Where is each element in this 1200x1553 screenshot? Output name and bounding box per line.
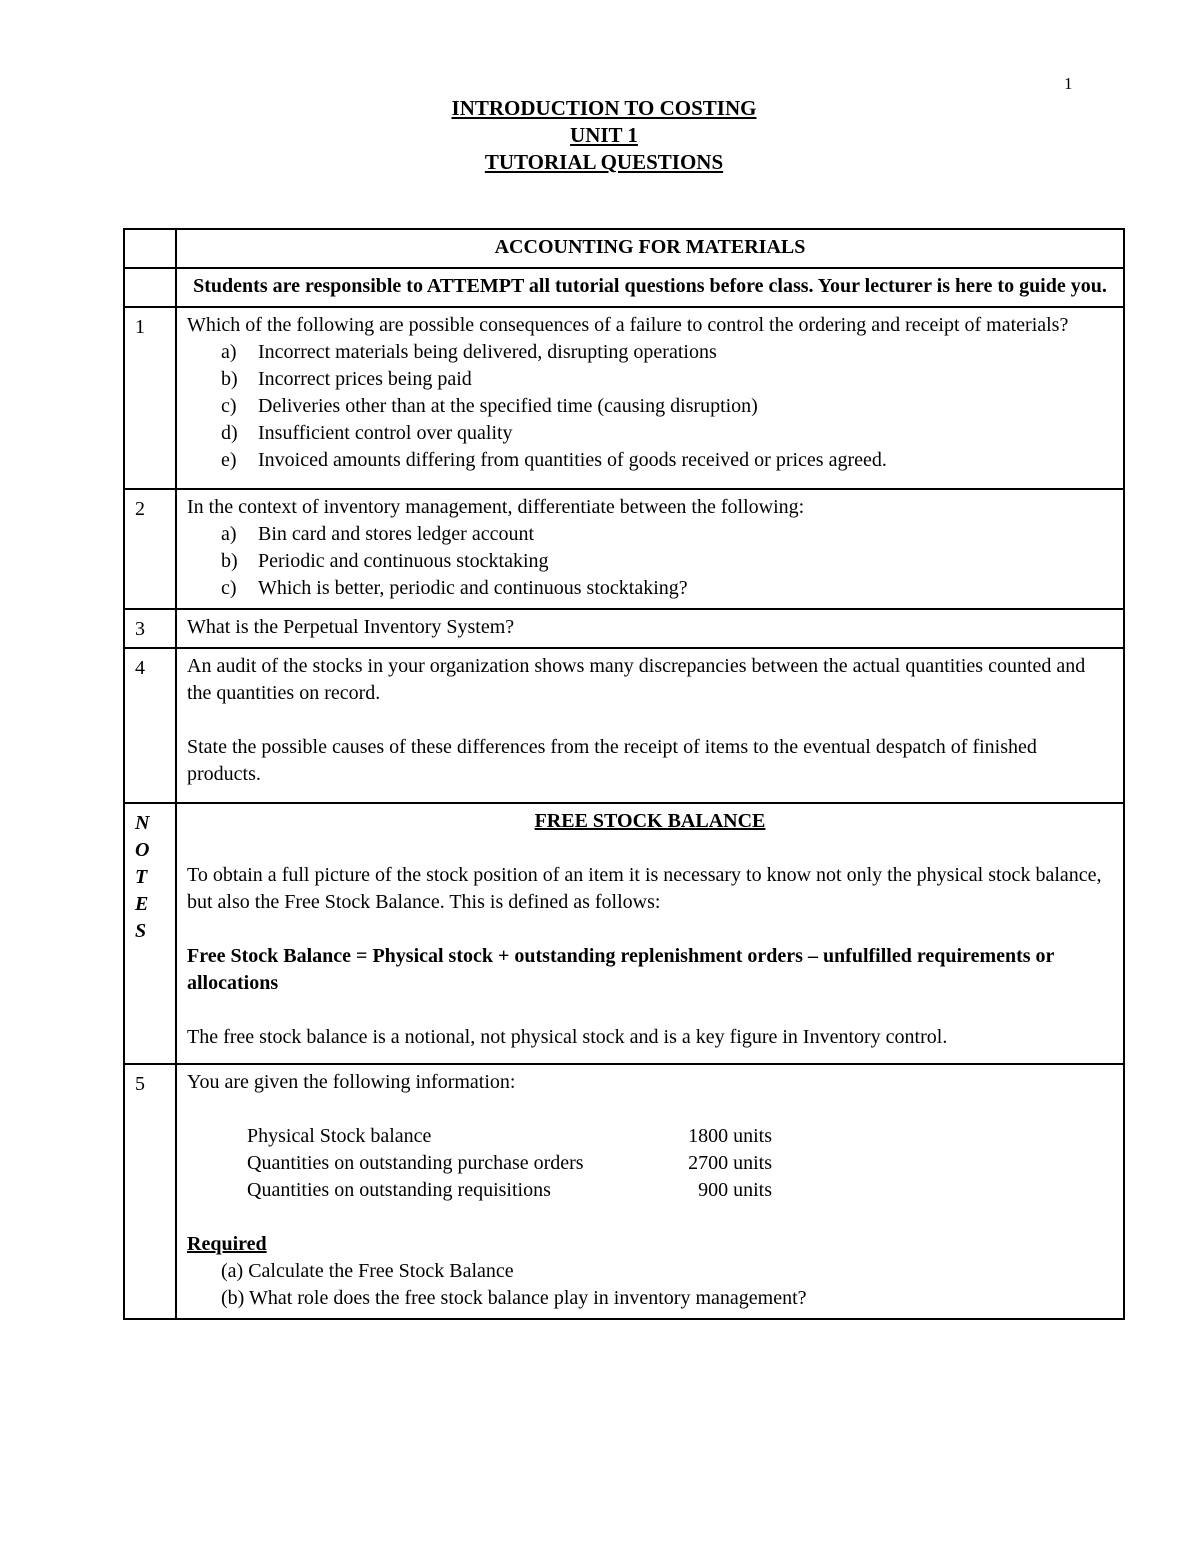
number-cell: [124, 229, 176, 268]
table-row: [124, 229, 1124, 268]
list-item: [221, 420, 1113, 447]
notes-paragraph: The free stock balance is a notional, not physical stock and is a key figure in Inventory control.: [187, 1026, 948, 1048]
info-table: [247, 1123, 772, 1204]
table-row: [247, 1123, 772, 1150]
question-row-2: [124, 489, 1124, 609]
formula-text: Free Stock Balance = Physical stock + outstanding replenishment orders – unfulfilled requirements or allocations: [187, 945, 1055, 994]
document-titles: [0, 95, 1200, 176]
section-heading: ACCOUNTING FOR MATERIALS: [176, 229, 1124, 268]
question-row-4: [124, 648, 1124, 803]
notes-row: [124, 803, 1124, 1064]
item-mark: e): [221, 449, 237, 471]
info-value: 900 units: [698, 1179, 772, 1201]
question-number: 4: [124, 648, 176, 803]
course-title: INTRODUCTION TO COSTING: [451, 96, 757, 120]
item-mark: b): [221, 368, 238, 390]
number-cell: [124, 268, 176, 307]
question-text: Which of the following are possible consequences of a failure to control the ordering and receipt of materials?: [187, 314, 1069, 336]
question-row-3: [124, 609, 1124, 648]
question-content: [176, 648, 1124, 803]
question-paragraph: State the possible causes of these differences from the receipt of items to the eventual despatch of finished products.: [187, 736, 1037, 785]
notes-letter: O: [135, 839, 150, 861]
question-number: 5: [124, 1064, 176, 1319]
list-item: [221, 575, 1113, 602]
info-value: 2700 units: [688, 1152, 772, 1174]
question-text: You are given the following information:: [187, 1071, 516, 1093]
option-list: [187, 339, 1113, 474]
item-text: Which is better, periodic and continuous stocktaking?: [258, 577, 688, 599]
list-item: [221, 339, 1113, 366]
notes-letter: S: [135, 920, 147, 942]
item-mark: b): [221, 550, 238, 572]
question-text: What is the Perpetual Inventory System?: [176, 609, 1124, 648]
info-label: Quantities on outstanding purchase orders: [247, 1152, 584, 1174]
info-label: Quantities on outstanding requisitions: [247, 1179, 551, 1201]
notes-heading: FREE STOCK BALANCE: [534, 810, 766, 832]
question-number: 1: [124, 307, 176, 489]
item-mark: c): [221, 577, 237, 599]
question-number: 2: [124, 489, 176, 609]
question-row-5: [124, 1064, 1124, 1319]
spacer: [187, 1096, 1113, 1123]
instruction-text: Students are responsible to ATTEMPT all tutorial questions before class. Your lecturer is here to guide you.: [176, 268, 1124, 307]
option-list: [187, 521, 1113, 602]
required-item: (a) Calculate the Free Stock Balance: [221, 1260, 514, 1282]
notes-paragraph: To obtain a full picture of the stock position of an item it is necessary to know not only the physical stock balance, but also the Free Stock Balance. This is defined as follows:: [187, 864, 1102, 913]
item-text: Invoiced amounts differing from quantities of goods received or prices agreed.: [258, 449, 887, 471]
item-text: Insufficient control over quality: [258, 422, 513, 444]
item-mark: a): [221, 523, 237, 545]
notes-letter: T: [135, 866, 148, 888]
question-content: [176, 489, 1124, 609]
question-row-1: [124, 307, 1124, 489]
list-item: [221, 548, 1113, 575]
list-item: [221, 393, 1113, 420]
table-row: [247, 1177, 772, 1204]
question-number: 3: [124, 609, 176, 648]
notes-letter: N: [135, 812, 150, 834]
item-mark: c): [221, 395, 237, 417]
item-text: Incorrect materials being delivered, disrupting operations: [258, 341, 717, 363]
info-value: 1800 units: [688, 1125, 772, 1147]
question-content: [176, 307, 1124, 489]
spacer: [187, 1204, 1113, 1231]
page-number: 1: [1064, 74, 1073, 93]
required-item: (b) What role does the free stock balance play in inventory management?: [221, 1287, 807, 1309]
spacer: [187, 997, 1113, 1024]
item-text: Deliveries other than at the specified time (causing disruption): [258, 395, 758, 417]
item-text: Bin card and stores ledger account: [258, 523, 535, 545]
item-text: Incorrect prices being paid: [258, 368, 472, 390]
list-item: [221, 521, 1113, 548]
item-mark: d): [221, 422, 238, 444]
question-text: In the context of inventory management, differentiate between the following:: [187, 496, 805, 518]
tutorial-title: TUTORIAL QUESTIONS: [484, 150, 724, 174]
tutorial-table: [123, 228, 1125, 1320]
spacer: [187, 835, 1113, 862]
unit-title: UNIT 1: [570, 123, 638, 147]
item-mark: a): [221, 341, 237, 363]
spacer: [187, 707, 1113, 734]
item-text: Periodic and continuous stocktaking: [258, 550, 549, 572]
info-label: Physical Stock balance: [247, 1125, 432, 1147]
list-item: [221, 447, 1113, 474]
table-row: [247, 1150, 772, 1177]
question-content: [176, 1064, 1124, 1319]
table-row: [124, 268, 1124, 307]
question-paragraph: An audit of the stocks in your organization shows many discrepancies between the actual quantities counted and the quantities on record.: [187, 655, 1086, 704]
notes-content: [176, 803, 1124, 1064]
list-item: [221, 366, 1113, 393]
notes-label: [124, 803, 176, 1064]
notes-letter: E: [135, 893, 149, 915]
required-label: Required: [187, 1233, 267, 1255]
spacer: [187, 916, 1113, 943]
